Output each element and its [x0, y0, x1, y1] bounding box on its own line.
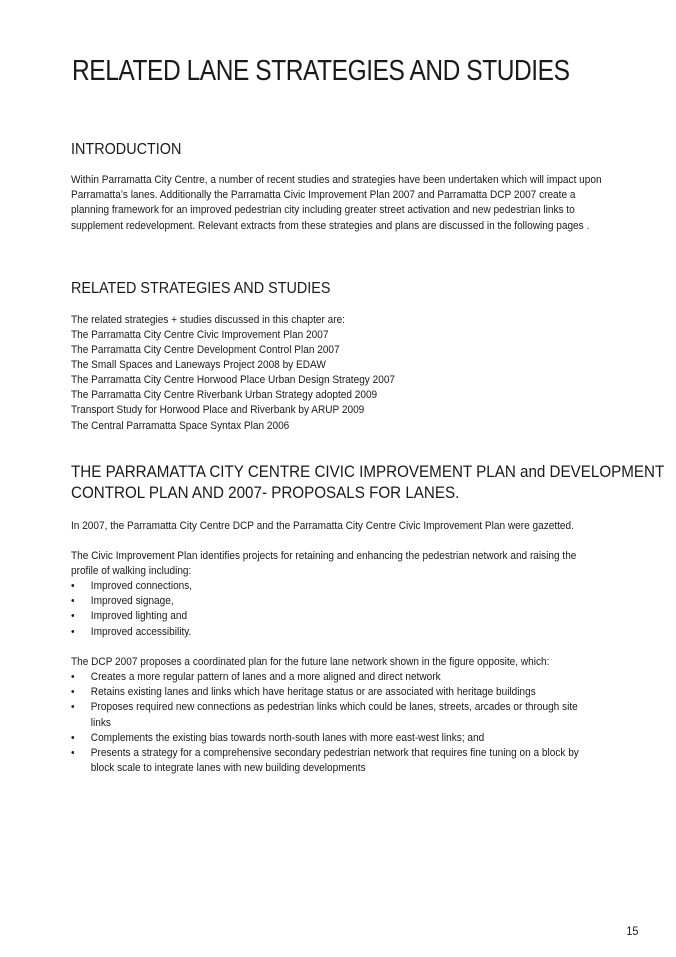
list-item: The Parramatta City Centre Development Control Plan 2007 — [71, 344, 340, 357]
bullet-icon: • — [71, 625, 75, 638]
related-strategies-heading: RELATED STRATEGIES AND STUDIES — [71, 280, 331, 297]
related-strategies-list — [71, 328, 395, 434]
page-title: RELATED LANE STRATEGIES AND STUDIES — [72, 55, 570, 87]
introduction-heading: INTRODUCTION — [71, 141, 182, 158]
list-item: The Central Parramatta Space Syntax Plan 2006 — [71, 419, 290, 432]
dcp-paragraph: The DCP 2007 proposes a coordinated plan for the future lane network shown in the figure opposite, which: — [71, 656, 550, 668]
page-number: 15 — [625, 924, 638, 938]
list-item: The Parramatta City Centre Civic Improvement Plan 2007 — [71, 329, 329, 341]
civic-plan-paragraph-2: The Civic Improvement Plan identifies projects for retaining and enhancing the pedestrian network and raising the profile of walking including: — [71, 550, 577, 578]
list-item: The Parramatta City Centre Riverbank Urban Strategy adopted 2009 — [71, 389, 378, 402]
bullet-icon: • — [71, 610, 75, 623]
civic-plan-heading-line1: THE PARRAMATTA CITY CENTRE CIVIC IMPROVEMENT PLAN and DEVELOPMENT — [71, 463, 665, 481]
list-item: • Improved connections, — [71, 579, 591, 594]
bullet-icon: • — [71, 701, 75, 714]
list-item: The Small Spaces and Laneways Project 2008 by EDAW — [71, 359, 326, 372]
dcp-bullets — [71, 670, 591, 776]
related-strategies-lead: The related strategies + studies discussed in this chapter are: — [71, 314, 345, 326]
civic-plan-heading-line2: CONTROL PLAN AND 2007- PROPOSALS FOR LANES. — [71, 484, 460, 502]
list-item: • Complements the existing bias towards north-south lanes with more east-west links; and — [71, 731, 591, 746]
list-item: Transport Study for Horwood Place and Riverbank by ARUP 2009 — [71, 404, 365, 417]
list-item: • Improved lighting and — [71, 609, 591, 624]
bullet-icon: • — [71, 595, 75, 608]
introduction-paragraph: Within Parramatta City Centre, a number of recent studies and strategies have been undertaken which will impact upon Parramatta’s lanes. Additionally the Parramatta Civic Improvement Plan 2007 and Parramatta DCP 2007 create a planning framework for an improved pedestrian city including greater street activation and new pedestrian links to supplement redevelopment. Relevant extracts from these strategies and plans are discussed in the following pages . — [71, 174, 602, 232]
bullet-icon: • — [71, 671, 75, 683]
list-item: • Improved accessibility. — [71, 625, 591, 640]
list-item: • Improved signage, — [71, 594, 591, 609]
civic-plan-heading — [71, 462, 664, 504]
list-item: • Creates a more regular pattern of lanes and a more aligned and direct network — [71, 670, 591, 685]
list-item: • Presents a strategy for a comprehensive secondary pedestrian network that requires fine tuning on a block by block scale to integrate lanes with new building developments — [71, 747, 579, 775]
bullet-icon: • — [71, 580, 75, 592]
civic-plan-paragraph-1: In 2007, the Parramatta City Centre DCP and the Parramatta City Centre Civic Improvement Plan were gazetted. — [71, 520, 574, 532]
bullet-icon: • — [71, 686, 75, 699]
bullet-icon: • — [71, 747, 75, 760]
list-item: • Retains existing lanes and links which have heritage status or are associated with heritage buildings — [71, 685, 591, 700]
list-item: • Proposes required new connections as pedestrian links which could be lanes, streets, arcades or through site links — [71, 701, 578, 729]
improvement-bullets — [71, 579, 591, 640]
list-item: The Parramatta City Centre Horwood Place Urban Design Strategy 2007 — [71, 374, 396, 387]
bullet-icon: • — [71, 731, 75, 744]
